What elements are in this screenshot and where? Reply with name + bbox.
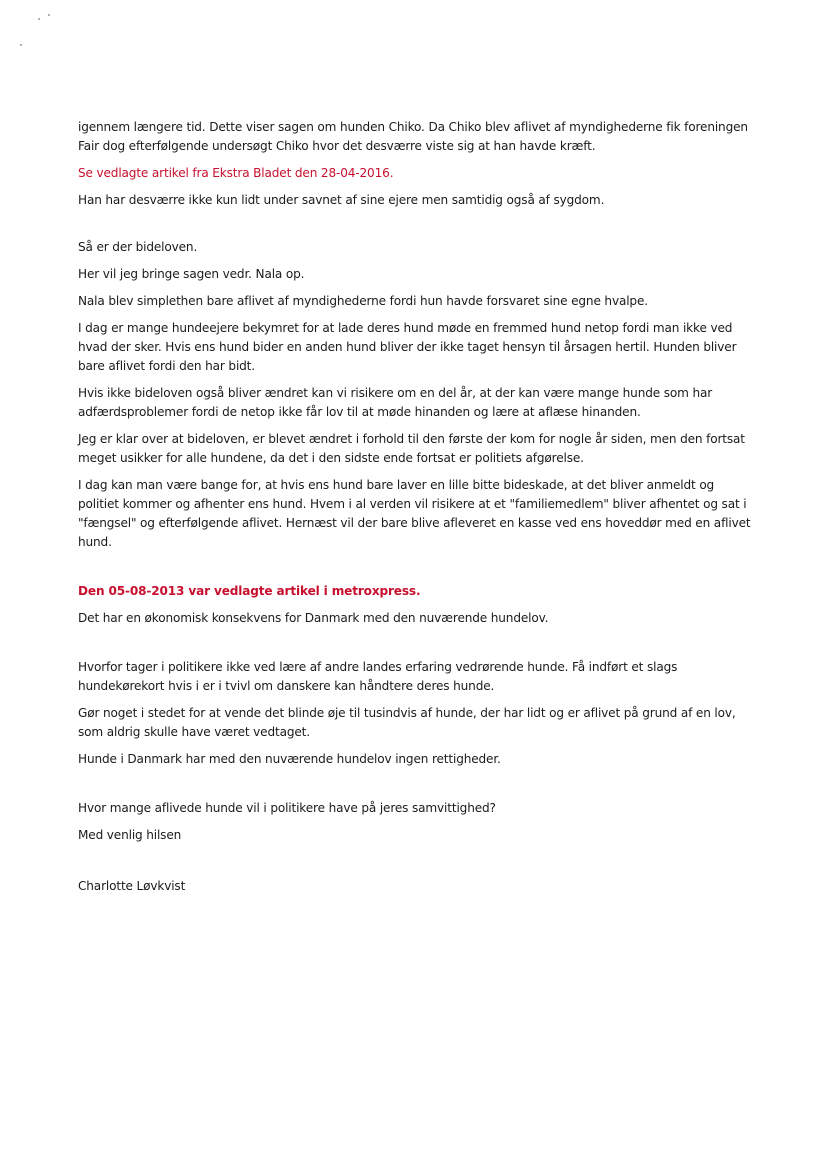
paragraph-owner-worries: I dag er mange hundeejere bekymret for at lade deres hund møde en fremmed hund netop fordi man ikke ved hvad der sker. Hvis ens hund bider en anden hund bliver der ikke taget hensyn til årsagen hertil. Hunden bliver bare aflivet fordi den har bidt. [78, 321, 737, 373]
paragraph-economic-consequence: Det har en økonomisk konsekvens for Danmark med den nuværende hundelov. [78, 611, 549, 625]
paragraph-no-rights: Hunde i Danmark har med den nuværende hundelov ingen rettigheder. [78, 752, 501, 766]
paragraph-learn-from-others: Hvorfor tager i politikere ikke ved lære af andre landes erfaring vedrørende hunde. Få indført et slags hundekørekort hvis i er i tvivl om danskere kan håndtere deres hunde. [78, 660, 678, 693]
paragraph-nala-case: Nala blev simplethen bare aflivet af myndighederne fordi hun havde forsvaret sine egne hvalpe. [78, 294, 648, 308]
paragraph-chiko-case: igennem længere tid. Dette viser sagen om hunden Chiko. Da Chiko blev aflivet af myndighederne fik foreningen Fair dog efterfølgende undersøgt Chiko hvor det desværre viste sig at han havde kræft. [78, 120, 748, 153]
paragraph-metroxpress-reference: Den 05-08-2013 var vedlagte artikel i metroxpress. [78, 584, 421, 598]
paragraph-chiko-illness: Han har desværre ikke kun lidt under savnet af sine ejere men samtidig også af sygdom. [78, 193, 605, 207]
paragraph-closing-question: Hvor mange aflivede hunde vil i politikere have på jeres samvittighed? [78, 801, 496, 815]
scan-speck-3 [20, 44, 22, 46]
paragraph-ekstra-bladet-reference: Se vedlagte artikel fra Ekstra Bladet den 28-04-2016. [78, 166, 394, 180]
signature-name: Charlotte Løvkvist [78, 879, 186, 893]
paragraph-behavior-problems: Hvis ikke bideloven også bliver ændret kan vi risikere om en del år, at der kan være mange hunde som har adfærdsproblemer fordi de netop ikke får lov til at møde hinanden og lære at aflæse hinanden. [78, 386, 713, 419]
scan-speck-1 [38, 18, 40, 20]
paragraph-bite-law-changes: Jeg er klar over at bideloven, er blevet ændret i forhold til den første der kom for nogle år siden, men den fortsat meget usikker for alle hundene, da det i den sidste ende fortsat er politiets afgørelse. [78, 432, 745, 465]
paragraph-call-to-action: Gør noget i stedet for at vende det blinde øje til tusindvis af hunde, der har lidt og er aflivet på grund af en lov, som aldrig skulle have været vedtaget. [78, 706, 736, 739]
paragraph-fear-of-reporting: I dag kan man være bange for, at hvis ens hund bare laver en lille bitte bideskade, at det bliver anmeldt og politiet kommer og afhenter ens hund. Hvem i al verden vil risikere at et "familiemedlem" bliver afhentet og sat i "fængsel" og efterfølgende aflivet. Hernæst vil der bare blive afleveret en kasse ved ens hoveddør med en aflivet hund. [78, 478, 751, 549]
paragraph-nala-intro: Her vil jeg bringe sagen vedr. Nala op. [78, 267, 305, 281]
letter-body [78, 118, 758, 904]
closing-salutation: Med venlig hilsen [78, 828, 182, 842]
paragraph-bite-law-intro: Så er der bideloven. [78, 240, 198, 254]
scan-speck-2 [48, 14, 50, 16]
